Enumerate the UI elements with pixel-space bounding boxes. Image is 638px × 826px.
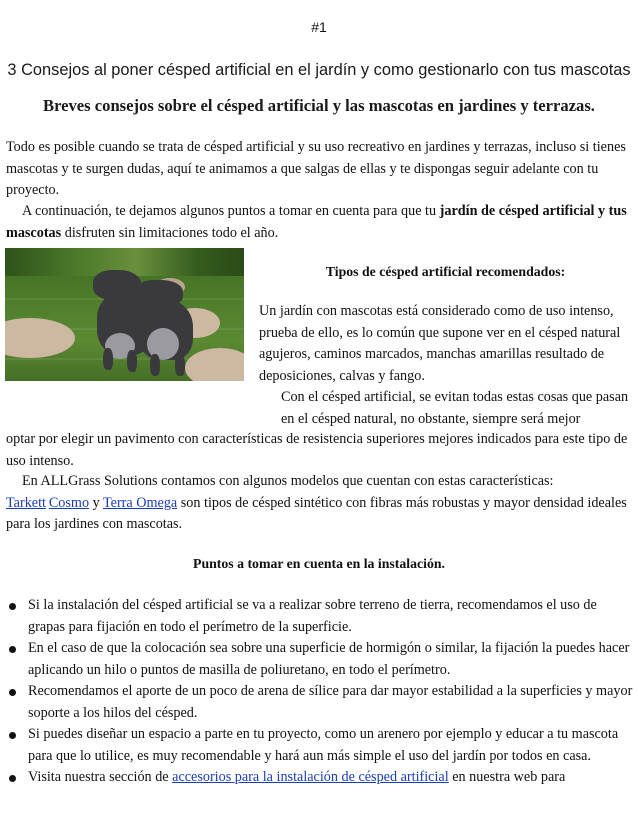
recommendation-paragraph	[6, 201, 632, 244]
types-side-text	[259, 301, 633, 430]
last-item-text: Visita nuestra sección de	[28, 769, 173, 785]
page-number: #1	[311, 19, 327, 35]
list-item-text: Recomendamos el aporte de un poco de arena de sílice para dar mayor estabilidad a la superficies y mayor soporte a los hilos del césped.	[28, 683, 633, 721]
allgrass-paragraph	[6, 471, 632, 536]
list-item-text: En el caso de que la colocación sea sobre una superficie de hormigón o similar, la fijación la puedes hacer aplicando un hilo o puntos de masilla de poliuretano, en todo el perímetro.	[28, 640, 630, 678]
list-item	[6, 638, 634, 681]
allgrass-rest: son tipos de césped sintético con fibras más robustas y mayor densidad ideales para los jardines con mascotas.	[6, 494, 627, 532]
allgrass-models	[6, 493, 632, 536]
bullet-icon	[9, 603, 16, 610]
list-item-text: Si puedes diseñar un espacio a parte en tu proyecto, como un arenero por ejemplo y educar a tu mascota para que lo utilice, es muy recomendable y hará aun más simple el uso del jardín por todos en casa.	[28, 726, 619, 764]
link-terra-omega[interactable]: Terra Omega	[102, 494, 178, 511]
recommendation-text: A continuación, te dejamos algunos puntos a tomar en cuenta para que tu	[22, 203, 440, 219]
allgrass-intro: En ALLGrass Solutions contamos con algunos modelos que cuentan con estas características:	[22, 473, 554, 489]
types-paragraph-b-rest: optar por elegir un pavimento con características de resistencia superiores mejores indicados para este tipo de uso intenso.	[6, 431, 628, 469]
bullet-icon	[9, 646, 16, 653]
list-item-text: Si la instalación del césped artificial se va a realizar sobre terreno de tierra, recomendamos el uso de grapas para fijación en todo el perímetro de la superficie.	[28, 597, 597, 635]
link-accessories[interactable]: accesorios para la instalación de césped artificial	[172, 769, 449, 785]
models-connector: y	[89, 494, 103, 511]
bullet-icon	[9, 689, 16, 696]
section-heading-installation: Puntos a tomar en cuenta en la instalación.	[193, 556, 445, 571]
recommendation-text-end: disfruten sin limitaciones todo el año.	[61, 224, 279, 241]
recommendation-bold: jardín de césped artificial y tus mascotas	[6, 203, 627, 241]
link-cosmo[interactable]: Cosmo	[48, 494, 90, 511]
list-item	[6, 681, 634, 724]
bullet-icon	[9, 775, 16, 782]
types-paragraph-a: Un jardín con mascotas está considerado como de uso intenso, prueba de ello, es lo común que supone ver en el césped natural agujeros, caminos marcados, manchas amarillas resultado de deposiciones, calvas y fango.	[259, 303, 621, 384]
bullet-icon	[9, 732, 16, 739]
last-item-text-end: en nuestra web para	[448, 769, 566, 785]
document-title: 3 Consejos al poner césped artificial en el jardín y como gestionarlo con tus mascotas	[7, 61, 631, 79]
link-tarkett[interactable]: Tarkett	[6, 494, 46, 511]
types-paragraph-b-side: Con el césped artificial, se evitan todas estas cosas que pasan en el césped natural, no obstante, siempre será mejor	[281, 389, 629, 427]
list-item	[6, 595, 634, 638]
dogs-on-artificial-grass-photo	[5, 248, 244, 381]
list-item	[6, 767, 634, 789]
list-item	[6, 724, 634, 767]
section-heading-types: Tipos de césped artificial recomendados:	[325, 264, 566, 279]
installation-bullet-list	[6, 595, 634, 789]
intro-paragraph: Todo es posible cuando se trata de césped artificial y su uso recreativo en jardines y terrazas, incluso si tienes mascotas y te surgen dudas, aquí te animamos a que salgas de ellas y te dispongas seguir adelante con tu proyecto.	[6, 139, 626, 198]
document-subtitle: Breves consejos sobre el césped artificial y las mascotas en jardines y terrazas.	[43, 96, 595, 115]
